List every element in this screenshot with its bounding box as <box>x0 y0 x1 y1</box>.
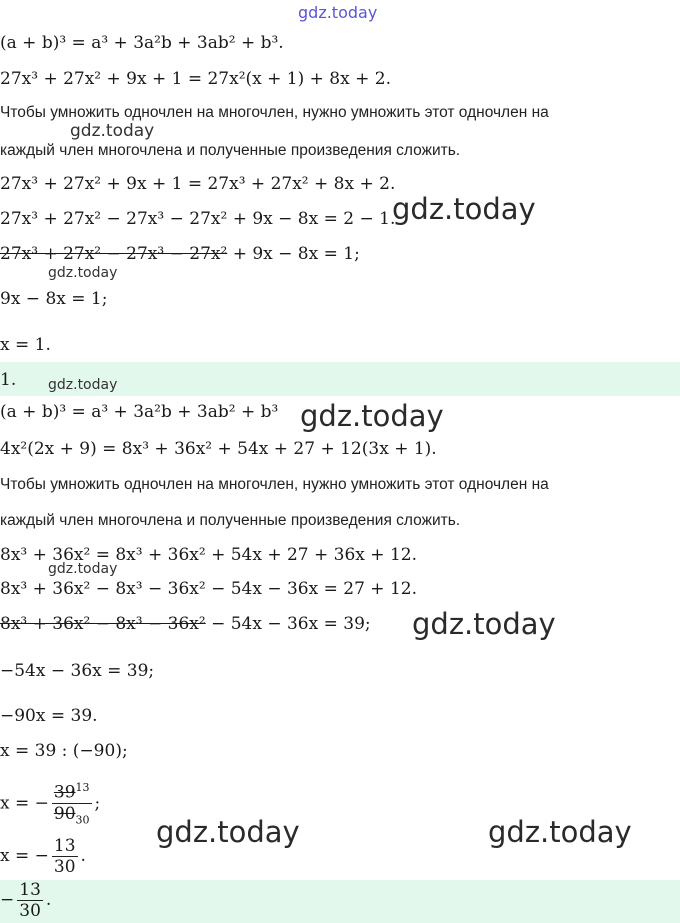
equation-line: −54x − 36x = 39; <box>0 661 155 681</box>
watermark-top: gdz.today <box>298 3 378 22</box>
equation-line-cancelled <box>0 244 360 264</box>
end-mark: . <box>45 890 52 910</box>
fraction <box>52 778 92 830</box>
denominator: $90_{30}$ <box>53 803 90 827</box>
equation-line: 27x³ + 27x² + 9x + 1 = 27x³ + 27x² + 8x + 2. <box>0 174 396 194</box>
watermark: gdz.today <box>488 815 632 849</box>
equation-line: x = 39 : (−90); <box>0 741 128 761</box>
fraction-line <box>0 836 86 877</box>
denominator: 30 <box>19 901 41 921</box>
answer-value: 1. <box>0 370 17 390</box>
watermark: gdz.today <box>48 265 118 281</box>
watermark: gdz.today <box>392 192 536 226</box>
watermark: gdz.today <box>412 607 556 641</box>
fraction <box>52 836 78 877</box>
lhs: x = − <box>0 793 49 814</box>
numerator: 13 <box>53 836 76 856</box>
lhs: x = − <box>0 846 49 866</box>
equation-line: 27x³ + 27x² + 9x + 1 = 27x²(x + 1) + 8x + 2. <box>0 69 391 89</box>
cancelled-terms: 8x³ + 36x² − 8x³ − 36x² <box>0 614 206 634</box>
watermark: gdz.today <box>300 399 444 433</box>
watermark: gdz.today <box>70 121 155 141</box>
rule-text: Чтобы умножить одночлен на многочлен, нужно умножить этот одночлен на <box>0 104 549 121</box>
watermark: gdz.today <box>156 815 300 849</box>
equation-line: x = 1. <box>0 335 51 355</box>
rule-text: Чтобы умножить одночлен на многочлен, нужно умножить этот одночлен на <box>0 476 549 493</box>
end-mark: . <box>80 846 86 866</box>
rule-text: каждый член многочлена и полученные произведения сложить. <box>0 142 461 159</box>
equation-line: 9x − 8x = 1; <box>0 289 108 309</box>
rule-text: каждый член многочлена и полученные произведения сложить. <box>0 512 461 529</box>
fraction <box>17 880 43 921</box>
cube-formula: (a + b)³ = a³ + 3a²b + 3ab² + b³ <box>0 402 279 422</box>
equation-line-cancelled <box>0 614 371 634</box>
equation-line: 4x²(2x + 9) = 8x³ + 36x² + 54x + 27 + 12(3x + 1). <box>0 439 437 459</box>
remaining-terms: + 9x − 8x = 1; <box>227 244 360 264</box>
minus-sign: − <box>0 890 15 910</box>
equation-line: 8x³ + 36x² − 8x³ − 36x² − 54x − 36x = 27 + 12. <box>0 579 417 599</box>
answer-band-2 <box>0 880 680 923</box>
equation-line: 27x³ + 27x² − 27x³ − 27x² + 9x − 8x = 2 − 1. <box>0 209 396 229</box>
answer-value <box>0 880 51 921</box>
fraction-line-reduced <box>0 778 100 830</box>
cube-formula: (a + b)³ = a³ + 3a²b + 3ab² + b³. <box>0 33 284 53</box>
equation-line: 8x³ + 36x² = 8x³ + 36x² + 54x + 27 + 36x + 12. <box>0 545 417 565</box>
watermark: gdz.today <box>48 561 118 577</box>
equation-line: −90x = 39. <box>0 706 98 726</box>
denominator: 30 <box>53 857 76 877</box>
watermark: gdz.today <box>48 377 118 393</box>
numerator: $39^{13}$ <box>52 778 92 804</box>
remaining-terms: − 54x − 36x = 39; <box>205 614 371 634</box>
numerator: 13 <box>19 880 41 900</box>
end-mark: ; <box>94 793 101 814</box>
cancelled-terms: 27x³ + 27x² − 27x³ − 27x² <box>0 244 228 264</box>
